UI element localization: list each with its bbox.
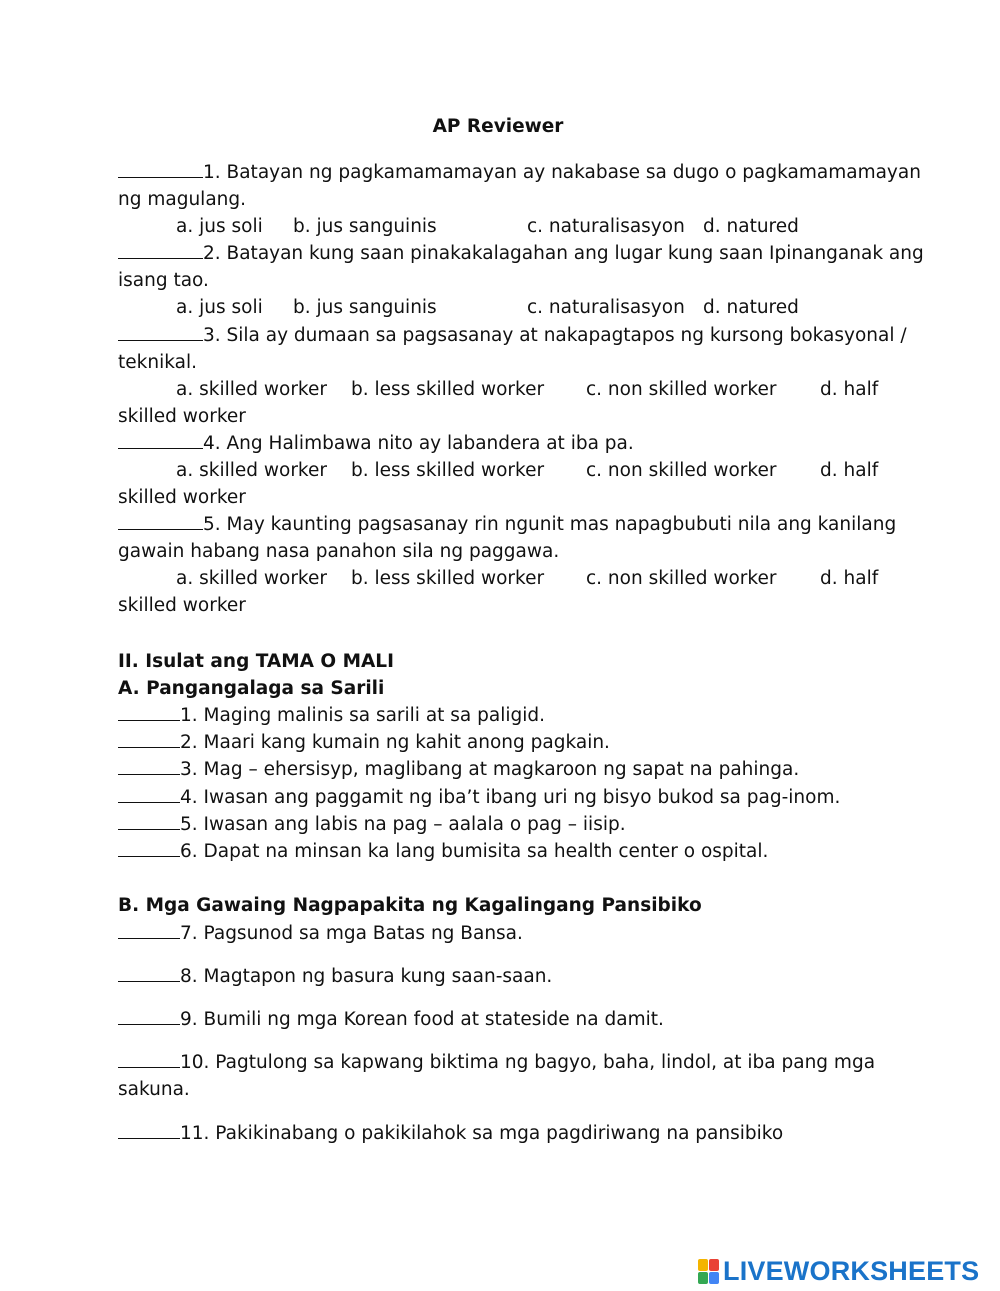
item-text: 8. Magtapon ng basura kung saan-saan. bbox=[180, 966, 553, 987]
option-d-cont: skilled worker bbox=[118, 487, 246, 508]
option-d[interactable]: d. half bbox=[820, 568, 879, 589]
question-3-cont: teknikal. bbox=[118, 352, 197, 373]
answer-blank[interactable] bbox=[118, 513, 203, 530]
option-a[interactable]: a. jus soli bbox=[176, 216, 263, 237]
question-5 bbox=[118, 511, 896, 538]
question-text: 1. Batayan ng pagkamamamayan ay nakabase sa dugo o pagkamamamayan bbox=[203, 162, 921, 183]
option-d[interactable]: d. half bbox=[820, 379, 879, 400]
tama-mali-item bbox=[118, 1049, 875, 1076]
option-b[interactable]: b. less skilled worker bbox=[351, 379, 545, 400]
option-a[interactable]: a. jus soli bbox=[176, 297, 263, 318]
item-text: 10. Pagtulong sa kapwang biktima ng bagyo, baha, lindol, at iba pang mga bbox=[180, 1052, 876, 1073]
question-text: 5. May kaunting pagsasanay rin ngunit mas napagbubuti nila ang kanilang bbox=[203, 514, 897, 535]
tama-mali-item bbox=[118, 702, 545, 729]
answer-blank[interactable] bbox=[118, 731, 180, 748]
answer-blank[interactable] bbox=[118, 786, 180, 803]
item-text: 4. Iwasan ang paggamit ng iba’t ibang uri ng bisyo bukod sa pag-inom. bbox=[180, 787, 841, 808]
page-title: AP Reviewer bbox=[432, 116, 564, 137]
item-text: 9. Bumili ng mga Korean food at stateside na damit. bbox=[180, 1009, 664, 1030]
answer-blank[interactable] bbox=[118, 432, 203, 449]
item-text: 5. Iwasan ang labis na pag – aalala o pag – iisip. bbox=[180, 814, 626, 835]
tama-mali-item bbox=[118, 756, 799, 783]
logo-square bbox=[698, 1259, 708, 1271]
option-c[interactable]: c. non skilled worker bbox=[586, 568, 777, 589]
tama-mali-item-cont: sakuna. bbox=[118, 1079, 190, 1100]
question-2 bbox=[118, 240, 924, 267]
question-2-cont: isang tao. bbox=[118, 270, 209, 291]
item-text: 3. Mag – ehersisyp, maglibang at magkaroon ng sapat na pahinga. bbox=[180, 759, 800, 780]
option-b[interactable]: b. jus sanguinis bbox=[293, 216, 437, 237]
question-4 bbox=[118, 430, 634, 457]
liveworksheets-logo[interactable] bbox=[698, 1256, 979, 1286]
option-b[interactable]: b. jus sanguinis bbox=[293, 297, 437, 318]
item-text: 7. Pagsunod sa mga Batas ng Bansa. bbox=[180, 923, 523, 944]
option-c[interactable]: c. non skilled worker bbox=[586, 460, 777, 481]
tama-mali-item bbox=[118, 838, 768, 865]
item-text: 11. Pakikinabang o pakikilahok sa mga pagdiriwang na pansibiko bbox=[180, 1123, 784, 1144]
question-1-cont: ng magulang. bbox=[118, 189, 247, 210]
option-a[interactable]: a. skilled worker bbox=[176, 460, 327, 481]
item-text: 6. Dapat na minsan ka lang bumisita sa health center o ospital. bbox=[180, 841, 769, 862]
tama-mali-item bbox=[118, 1120, 783, 1147]
logo-square bbox=[709, 1259, 719, 1271]
option-c[interactable]: c. non skilled worker bbox=[586, 379, 777, 400]
answer-blank[interactable] bbox=[118, 1122, 180, 1139]
option-d-cont: skilled worker bbox=[118, 595, 246, 616]
question-3 bbox=[118, 322, 907, 349]
question-text: 3. Sila ay dumaan sa pagsasanay at nakapagtapos ng kursong bokasyonal / bbox=[203, 325, 907, 346]
tama-mali-item bbox=[118, 811, 626, 838]
answer-blank[interactable] bbox=[118, 758, 180, 775]
answer-blank[interactable] bbox=[118, 161, 203, 178]
answer-blank[interactable] bbox=[118, 1051, 180, 1068]
item-text: 1. Maging malinis sa sarili at sa paligid. bbox=[180, 705, 546, 726]
logo-square bbox=[698, 1272, 708, 1284]
option-a[interactable]: a. skilled worker bbox=[176, 379, 327, 400]
option-d[interactable]: d. natured bbox=[703, 297, 799, 318]
answer-blank[interactable] bbox=[118, 922, 180, 939]
answer-blank[interactable] bbox=[118, 813, 180, 830]
answer-blank[interactable] bbox=[118, 704, 180, 721]
question-text: 4. Ang Halimbawa nito ay labandera at iba pa. bbox=[203, 433, 634, 454]
question-1 bbox=[118, 159, 921, 186]
item-text: 2. Maari kang kumain ng kahit anong pagkain. bbox=[180, 732, 610, 753]
tama-mali-item bbox=[118, 784, 840, 811]
answer-blank[interactable] bbox=[118, 965, 180, 982]
option-d[interactable]: d. half bbox=[820, 460, 879, 481]
tama-mali-item bbox=[118, 1006, 664, 1033]
answer-blank[interactable] bbox=[118, 324, 203, 341]
subsection-heading-b: B. Mga Gawaing Nagpapakita ng Kagalingang Pansibiko bbox=[118, 895, 702, 916]
option-b[interactable]: b. less skilled worker bbox=[351, 568, 545, 589]
answer-blank[interactable] bbox=[118, 242, 203, 259]
answer-blank[interactable] bbox=[118, 1008, 180, 1025]
subsection-heading-a: A. Pangangalaga sa Sarili bbox=[118, 678, 385, 699]
option-c[interactable]: c. naturalisasyon bbox=[527, 297, 685, 318]
option-b[interactable]: b. less skilled worker bbox=[351, 460, 545, 481]
tama-mali-item bbox=[118, 963, 552, 990]
tama-mali-item bbox=[118, 729, 610, 756]
answer-blank[interactable] bbox=[118, 840, 180, 857]
option-a[interactable]: a. skilled worker bbox=[176, 568, 327, 589]
option-c[interactable]: c. naturalisasyon bbox=[527, 216, 685, 237]
section-heading: II. Isulat ang TAMA O MALI bbox=[118, 651, 394, 672]
question-text: 2. Batayan kung saan pinakakalagahan ang lugar kung saan Ipinanganak ang bbox=[203, 243, 924, 264]
question-5-cont: gawain habang nasa panahon sila ng paggawa. bbox=[118, 541, 560, 562]
tama-mali-item bbox=[118, 920, 523, 947]
logo-square bbox=[709, 1272, 719, 1284]
option-d[interactable]: d. natured bbox=[703, 216, 799, 237]
logo-mark-icon bbox=[698, 1259, 719, 1284]
brand-name: LIVEWORKSHEETS bbox=[723, 1255, 980, 1286]
option-d-cont: skilled worker bbox=[118, 406, 246, 427]
